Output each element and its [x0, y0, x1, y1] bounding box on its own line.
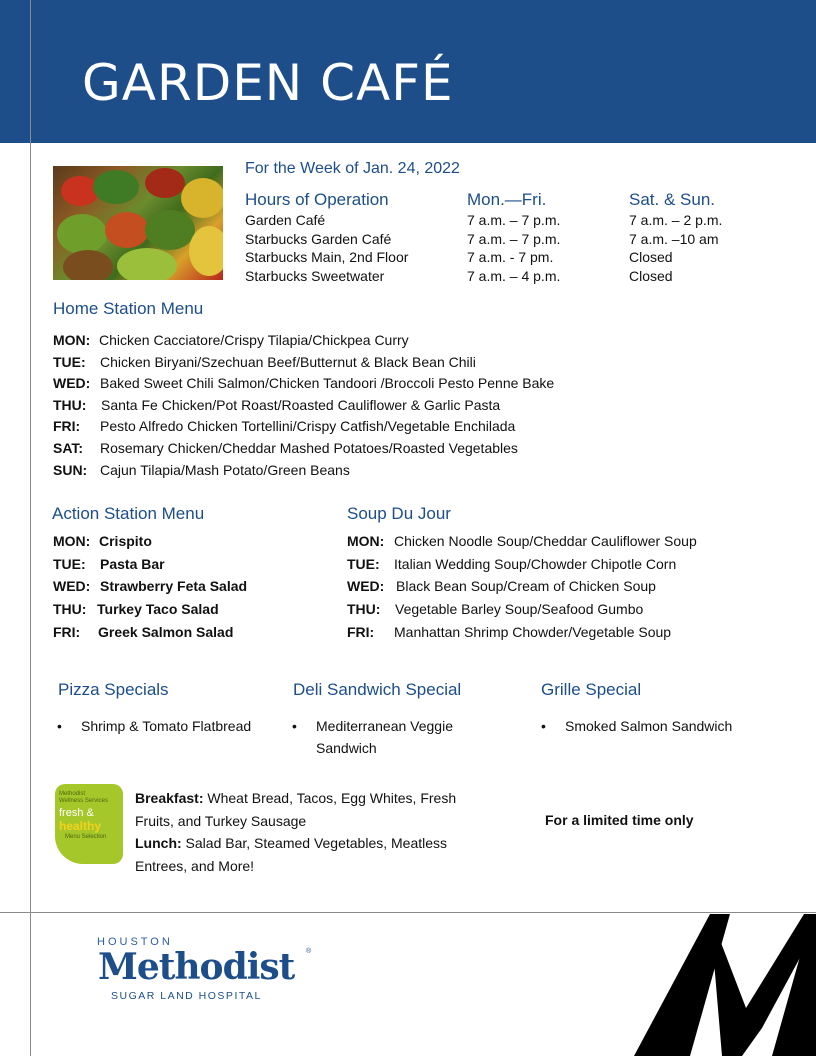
soup-text: Vegetable Barley Soup/Seafood Gumbo	[395, 601, 644, 617]
home-menu-day: MON:	[53, 332, 91, 348]
home-menu-row	[53, 418, 515, 434]
action-menu-text: Pasta Bar	[100, 556, 165, 572]
lunch-text: Salad Bar, Steamed Vegetables, Meatless Entrees, and More!	[135, 835, 448, 874]
home-menu-text: Cajun Tilapia/Mash Potato/Green Beans	[100, 462, 350, 478]
soup-row	[347, 556, 676, 572]
soup-row	[347, 624, 671, 640]
home-menu-row	[53, 375, 554, 391]
fresh-healthy-logo	[55, 784, 123, 864]
grille-special-heading: Grille Special	[541, 680, 642, 699]
lunch-label: Lunch:	[135, 835, 182, 851]
page-title: GARDEN CAFÉ	[82, 54, 454, 112]
vegetables-photo	[53, 166, 223, 280]
hours-place: Starbucks Main, 2nd Floor	[245, 249, 409, 265]
breakfast-label: Breakfast:	[135, 790, 204, 806]
hours-weekend: 7 a.m. –10 am	[629, 230, 719, 247]
hours-place: Starbucks Sweetwater	[245, 267, 385, 284]
deli-special-heading: Deli Sandwich Special	[293, 680, 462, 699]
home-menu-row	[53, 462, 350, 478]
action-menu-row	[53, 533, 152, 549]
home-menu-text: Baked Sweet Chili Salmon/Chicken Tandoori /Broccoli Pesto Penne Bake	[100, 375, 555, 391]
logo-registered-mark: ®	[306, 948, 312, 955]
logo-fresh-text: fresh &	[59, 807, 94, 819]
pizza-special-item: • Shrimp & Tomato Flatbread	[81, 715, 281, 737]
soup-day: FRI:	[347, 624, 375, 640]
houston-methodist-logo	[75, 926, 330, 1012]
header-banner	[0, 0, 816, 143]
grille-special-item: • Smoked Salmon Sandwich	[565, 715, 785, 737]
home-menu-text: Chicken Biryani/Szechuan Beef/Butternut & Black Bean Chili	[100, 354, 476, 370]
soup-heading: Soup Du Jour	[347, 504, 451, 523]
breakfast-text: Wheat Bread, Tacos, Egg Whites, Fresh Fruits, and Turkey Sausage	[135, 790, 457, 829]
soup-day: MON:	[347, 533, 385, 549]
home-menu-day: SUN:	[53, 462, 88, 478]
action-menu-text: Turkey Taco Salad	[97, 601, 219, 617]
home-menu-row	[53, 440, 518, 456]
logo-menu-selection-text: Menu Selection	[65, 834, 107, 840]
home-menu-row	[53, 397, 500, 413]
action-menu-text: Crispito	[99, 533, 152, 549]
logo-methodist-wordmark: Methodist	[98, 946, 295, 988]
monogram-m-icon	[612, 888, 816, 1056]
week-label: For the Week of Jan. 24, 2022	[245, 160, 460, 177]
hours-weekday: 7 a.m. - 7 pm.	[467, 249, 554, 265]
logo-healthy-text: healthy	[59, 819, 102, 833]
hours-weekday-times	[467, 211, 560, 285]
action-menu-text: Strawberry Feta Salad	[100, 578, 248, 594]
action-menu-text: Greek Salmon Salad	[98, 624, 234, 640]
hours-weekday-heading: Mon.—Fri.	[467, 190, 547, 209]
vertical-rule	[30, 0, 31, 1056]
soup-day: THU:	[347, 601, 381, 617]
hours-weekend: Closed	[629, 249, 673, 265]
hours-place: Garden Café	[245, 212, 326, 228]
hours-weekday: 7 a.m. – 7 p.m.	[467, 230, 561, 247]
home-menu-text: Rosemary Chicken/Cheddar Mashed Potatoes/Roasted Vegetables	[100, 440, 518, 456]
hours-weekend: Closed	[629, 267, 673, 284]
soup-row	[347, 533, 697, 549]
action-menu-day: THU:	[53, 601, 87, 617]
home-menu-day: TUE:	[53, 354, 86, 370]
breakfast-line	[135, 787, 485, 832]
hours-weekend: 7 a.m. – 2 p.m.	[629, 212, 723, 228]
action-menu-row	[53, 556, 165, 572]
soup-row	[347, 601, 643, 617]
home-menu-day: WED:	[53, 375, 91, 391]
action-station-heading: Action Station Menu	[52, 504, 205, 523]
soup-text: Chicken Noodle Soup/Cheddar Cauliflower Soup	[394, 533, 697, 549]
action-menu-row	[53, 578, 247, 594]
home-menu-day: SAT:	[53, 440, 84, 456]
logo-hospital-text: SUGAR LAND HOSPITAL	[111, 990, 262, 1002]
pizza-special-heading: Pizza Specials	[58, 680, 169, 699]
hours-weekday: 7 a.m. – 7 p.m.	[467, 212, 561, 228]
home-menu-text: Pesto Alfredo Chicken Tortellini/Crispy Catfish/Vegetable Enchilada	[100, 418, 516, 434]
action-menu-day: TUE:	[53, 556, 86, 572]
action-menu-row	[53, 624, 233, 640]
soup-row	[347, 578, 656, 594]
deli-special-item: • Mediterranean Veggie Sandwich	[316, 715, 486, 759]
soup-text: Italian Wedding Soup/Chowder Chipotle Corn	[394, 556, 677, 572]
home-menu-row	[53, 332, 409, 348]
fresh-healthy-description	[135, 787, 485, 877]
soup-day: WED:	[347, 578, 385, 594]
hours-place: Starbucks Garden Café	[245, 230, 392, 247]
home-menu-day: FRI:	[53, 418, 81, 434]
hours-heading: Hours of Operation	[245, 190, 389, 209]
action-menu-day: MON:	[53, 533, 91, 549]
limited-time-note: For a limited time only	[545, 812, 694, 828]
action-menu-row	[53, 601, 219, 617]
soup-text: Black Bean Soup/Cream of Chicken Soup	[396, 578, 656, 594]
methodist-monogram	[612, 888, 816, 1056]
hours-places	[245, 211, 408, 285]
soup-text: Manhattan Shrimp Chowder/Vegetable Soup	[394, 624, 672, 640]
home-menu-row	[53, 354, 476, 370]
home-menu-day: THU:	[53, 397, 87, 413]
action-menu-day: WED:	[53, 578, 91, 594]
soup-day: TUE:	[347, 556, 380, 572]
home-menu-text: Santa Fe Chicken/Pot Roast/Roasted Cauliflower & Garlic Pasta	[101, 397, 501, 413]
hours-weekend-heading: Sat. & Sun.	[629, 190, 715, 209]
action-menu-day: FRI:	[53, 624, 81, 640]
logo-houston-text: HOUSTON	[97, 936, 173, 948]
hours-weekday: 7 a.m. – 4 p.m.	[467, 267, 561, 284]
home-station-heading: Home Station Menu	[53, 299, 204, 318]
home-menu-text: Chicken Cacciatore/Crispy Tilapia/Chickpea Curry	[99, 332, 409, 348]
lunch-line	[135, 832, 485, 877]
logo-methodist-text: Methodist Wellness Services	[59, 791, 108, 804]
hours-weekend-times	[629, 211, 722, 285]
